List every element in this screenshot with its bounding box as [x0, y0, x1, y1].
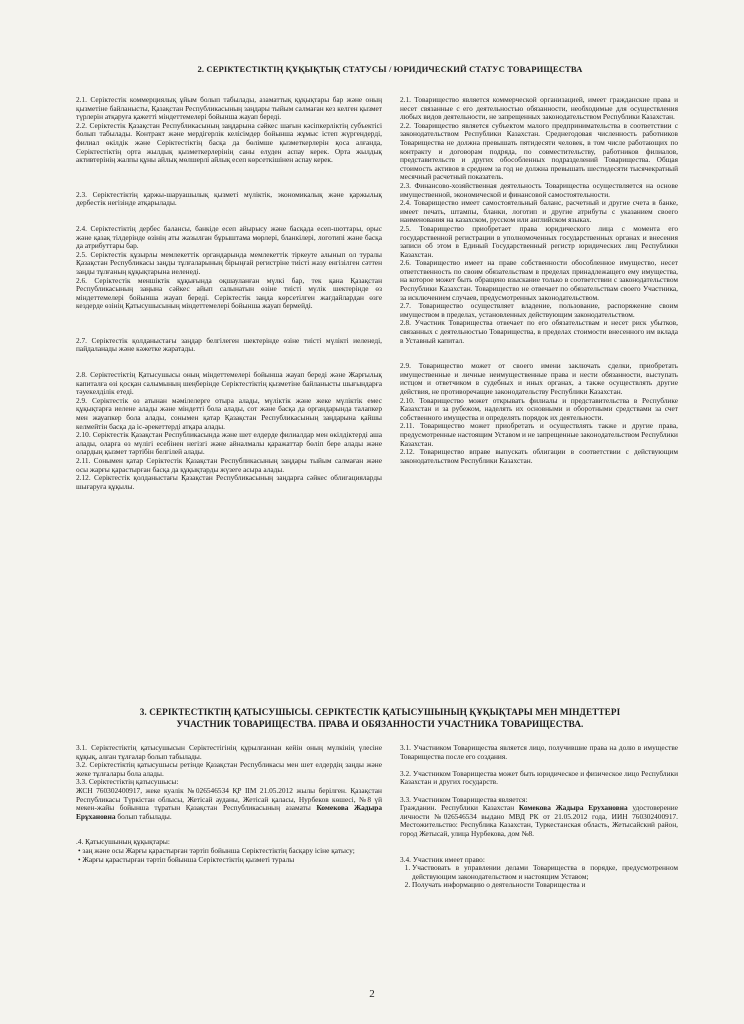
clause-ru-2-3: 2.3. Финансово-хозяйственная деятельность Товарищества осуществляется на основе имущественной, экономической и финансовой самостоятельности. — [400, 180, 678, 199]
clause-kk-2-6: 2.6. Серіктестік меншіктік құқығында оқшауланған мүлкі бар, тек қана Қазақстан Республикасының заңына сәйкес айып салынатын өзіне тиісті мүлік шектерінде өз міндеттемелері бойынша жауап береді. Серіктестік заңда көрсетілген жағдайлардан өзге кездерде өзінің Қатысушысының міндеттемелері бойынша жауап бермейді. — [76, 275, 382, 311]
list-item: • Жарғы қарастырған тәртіп бойынша Серіктестіктің қызметі туралы — [86, 856, 382, 865]
clause-ru-3-1: 3.1. Участником Товарищества является лицо, получившие права на долю в имуществе Товарищества после его создания. — [400, 743, 678, 761]
list-item: • заң және осы Жарғы қарастырған тәртіп бойынша Серіктестіктің басқару ісіне қатысу; — [86, 847, 382, 856]
clause-kk-2-11: 2.11. Сонымен қатар Серіктестік Қазақстан Республикасының заңдары тыйым салмаған және осы жарғы қарастырған басқа да құқықтарды жүзеге асыра алады. — [76, 456, 382, 474]
clause-kk-2-2: 2.2. Серіктестік Қазақстан Республикасының заңдарына сәйкес шағын кәсіпкерліктің субъектісі болып табылады. Контракт және мердігерлік келісімдер бойынша жұмыс істеп жүргендерді, филиал өкілдік және Серіктестіктің басқа да бөлімше қызметкерлерін қоса алғанда, Серіктестіктің орта жылдық қызметкерлерінің саны елуден аспау керек. Орта жылдық активтерінің жалпы құны айлық мөлшерлі айлық есеп көрсеткішінен аспау керек. — [76, 120, 382, 165]
clause-ru-2-1: 2.1. Товарищество является коммерческой организацией, имеет гражданские права и несет связанные с его деятельностью обязанности, необходимые для осуществления любых видов деятельности, не запрещенных законодательством Республики Казахстан. — [400, 95, 678, 122]
clause-kk-2-7: 2.7. Серіктестік қолданыстағы заңдар белгілеген шектерінде өзіне тиісті мүлікті иеленеді, пайдаланады және кәжетке жаратады. — [76, 335, 382, 354]
participant-name-russian: Комекова Жадыра Ерухановна — [518, 803, 628, 813]
clause-kk-2-3: 2.3. Серіктестіктің қаржы-шаруашылық қызметі мүліктік, экономикалық және қаржылық дербестік негізінде атқарылады. — [76, 189, 382, 208]
clause-kk-2-9: 2.9. Серіктестік өз атынан мәмілелерге отыра алады, мүліктік және жеке мүліктік емес құқықтарға иелене алады және міндетті бола алады, сот және басқа да органдарында талапкер мен жауапкер бола алады, сонымен қатар Қазақстан Республикасының заңдарына қайшы келмейтін басқа да іс-әрекеттерді атқара алады. — [76, 395, 382, 431]
rights-list-kazakh — [76, 847, 382, 864]
section-3-russian-column — [400, 744, 678, 890]
list-item: 1. Участвовать в управлении делами Товарищества в порядке, предусмотренном действующим законодательством и настоящим Уставом; — [412, 864, 678, 881]
clause-ru-3-3-text: удостоверение личности №026546534 выдано МВД РК от 21.05.2012 года, ИИН 760302400917. Местожительство: Республика Казахстан, Туркестанская область, Жетысайский район, город Жетысай, улица Нурбекова, дом №8. — [400, 803, 678, 838]
page-number: 2 — [369, 988, 375, 1000]
clause-kk-2-12: 2.12. Серіктестік қолданыстағы Қазақстан Республикасының заңдарға сәйкес облигацияларды шығаруға құқылы. — [76, 473, 382, 491]
clause-kk-2-8: 2.8. Серіктестіктің Қатысушысы оның міндеттемелері бойынша жауап береді және Жарғылық капиталға өзі қосқан салымының шеңберінде Серіктестіктің қызметіне байланысты шығындарға тәуекелділік етеді. — [76, 370, 382, 397]
clause-ru-2-2: 2.2. Товарищество является субъектом малого предпринимательства в соответствии с законодательством Республики Казахстан. Среднегодовая численность работников Товарищества не должна превышать пятидесяти человек, в том числе работающих по контракту и договорам подряда, по совместительству, работников филиалов, представительств и других обособленных подразделений Товарищества. Общая стоимость активов в среднем за год не должна превышать шестидесяти тысячекратный месячный расчетный показатель. — [400, 120, 678, 182]
clause-ru-3-4-head: 3.4. Участник имеет право: — [400, 854, 485, 864]
clause-ru-3-2: 3.2. Участником Товарищества может быть юридическое и физическое лицо Республики Казахстан и других государств. — [400, 768, 678, 787]
clause-ru-2-4: 2.4. Товарищество имеет самостоятельный баланс, расчетный и другие счета в банке, имеет печать, штампы, бланки, логотип и другие атрибуты с указанием своего наименования на казахском, русском или английском языках. — [400, 198, 678, 225]
section-3-title-russian: УЧАСТНИК ТОВАРИЩЕСТВА. ПРАВА И ОБЯЗАННОСТИ УЧАСТНИКА ТОВАРИЩЕСТВА. — [176, 719, 584, 729]
clause-ru-3-3 — [400, 804, 678, 838]
clause-kk-2-5: 2.5. Серіктестік құзырлы мемлекеттік органдарында мемлекеттік тіркеуте алынып ол туралы Қазақстан Республикасы заңды тұлғаларының бірыңғай регистріне тиісті жазу енгізілген сәттен заңды тұлғаның құқықтарына иеленеді. — [76, 249, 382, 276]
section-3-kazakh-column — [76, 744, 382, 864]
clause-kk-2-1: 2.1. Серіктестік коммерциялық ұйым болып табылады, азаматтық құқықтары бар және оның қызметіне байланысты, Қазақстан Республикасының заңдары тыйым салмаған кез келген қызмет түрлерін атқаруға қажетті міндеттемелері бойынша жауап береді. — [76, 95, 382, 122]
clause-kk-3-3 — [76, 787, 382, 821]
section-3-title — [110, 706, 650, 730]
clause-kk-3-3-head: 3.3. Серіктестіктің қатысушысы: — [76, 777, 179, 787]
section-2-title: 2. СЕРІКТЕСТІКТІҢ ҚҰҚЫҚТЫҚ СТАТУСЫ / ЮРИДИЧЕСКИЙ СТАТУС ТОВАРИЩЕСТВА — [197, 64, 583, 74]
participant-name-kazakh: Комекова Жадыра Ерұхановна — [76, 803, 383, 821]
clause-kk-3-4-head: .4. Қатысушының құқықтары: — [76, 837, 170, 847]
clause-ru-2-8: 2.8. Участник Товарищества отвечает по его обязательствам и несет риск убытков, связанных с деятельностью Товарищества, в пределах стоимости внесенного им вклада в Уставный капитал. — [400, 318, 678, 345]
clause-ru-2-9: 2.9. Товарищество может от своего имени заключать сделки, приобретать имущественные и личные неимущественные права и нести обязанности, выступать истцом и ответчиком в судебных и иных органах, а также осуществлять другие действия, не противоречащие законодательству Республики Казахстан. — [400, 361, 678, 396]
clause-ru-2-5: 2.5. Товарищество приобретает права юридического лица с момента его государственной регистрации в уполномоченных государственных органах и внесения записи об этом в Единый Государственный регистр юридических лиц Республики Казахстан. — [400, 223, 678, 259]
clause-ru-2-11: 2.11. Товарищество может приобретать и осуществлять также и другие права, предусмотренные настоящим Уставом и не запрещенные законодательством Республики Казахстан. — [400, 421, 678, 448]
clause-kk-3-3-tail: болып табылады. — [117, 811, 172, 821]
clause-kk-3-3-text: ЖСН 760302400917, жеке куәлік №026546534 ҚР ІІМ 21.05.2012 жылы берілген. Қазақстан Республикасы Түркістан облысы, Жетісай ауданы, Жетісай қаласы, Нурбеков көшесі, №8 үй мекен-жайы бойынша тұратын Қазақстан Республикасының азаматы — [76, 785, 382, 813]
clause-kk-2-4: 2.4. Серіктестіктің дербес балансы, банкіде есеп айырысу және басқада есеп-шоттары, орыс және қазақ тілдерінде өзінің аты жазылған бұрыштама мөрлері, бланкілері, логотипі және басқа да атрибуттары бар. — [76, 223, 382, 251]
list-item: 2. Получать информацию о деятельности Товарищества и — [412, 881, 678, 890]
clause-ru-2-7: 2.7. Товарищество осуществляет владение, пользование, распоряжение своим имуществом в пределах, установленных действующим законодательством. — [400, 301, 678, 319]
clause-kk-2-10: 2.10. Серіктестік Қазақстан Республикасында және шет елдерде филиалдар мен өкілдіктерді аша алады, оларға өз мүлігі есебінен негізгі және айналмалы қаражаттар бөліп бере алады және олардың қызмет тәртібін белгілей алады. — [76, 430, 382, 457]
clause-ru-2-6: 2.6. Товарищество имеет на праве собственности обособленное имущество, несет ответственность по своим обязательствам в пределах принадлежащего ему имущества, на которое может быть обращено взыскание только в соответствии с законодательством Республики Казахстан. Товарищество не отвечает по обязательствам своего Участника, за исключением случаев, предусмотренных законодательством. — [400, 258, 678, 302]
rights-list-russian — [400, 864, 678, 890]
section-3-title-kazakh: 3. СЕРІКТЕСТІКТІҢ ҚАТЫСУШЫСЫ. СЕРІКТЕСТІК ҚАТЫСУШЫНЫҢ ҚҰҚЫҚТАРЫ МЕН МІНДЕТТЕРІ — [139, 707, 621, 717]
clause-kk-3-1: 3.1. Серіктестіктің қатысушысын Серіктестігінің құрылғаннан кейін оның мүлкінің үлесіне құқық, алған тұлғалар болып табылады. — [76, 743, 382, 761]
clause-ru-2-12: 2.12. Товарищество вправе выпускать облигации в соответствии с действующим законодательством Республики Казахстан. — [400, 447, 678, 465]
section-2-kazakh-column — [76, 96, 382, 491]
clause-ru-2-10: 2.10. Товарищество может открывать филиалы и представительства в Республике Казахстан и за рубежом, наделять их основными и оборотными средствами за счет собственного имущества и определять порядок их деятельности. — [400, 395, 678, 422]
clause-kk-3-2: 3.2. Серіктестіктің қатысушысы ретінде Қазақстан Республикасы мен шет елдердің заңды және жеке тұлғалары бола алады. — [76, 760, 382, 778]
section-2-russian-column — [400, 96, 678, 465]
clause-ru-3-3-head: 3.3. Участником Товарищества является: — [400, 794, 528, 804]
clause-ru-3-3-pre: Гражданин. Республики Казахстан — [400, 803, 515, 813]
